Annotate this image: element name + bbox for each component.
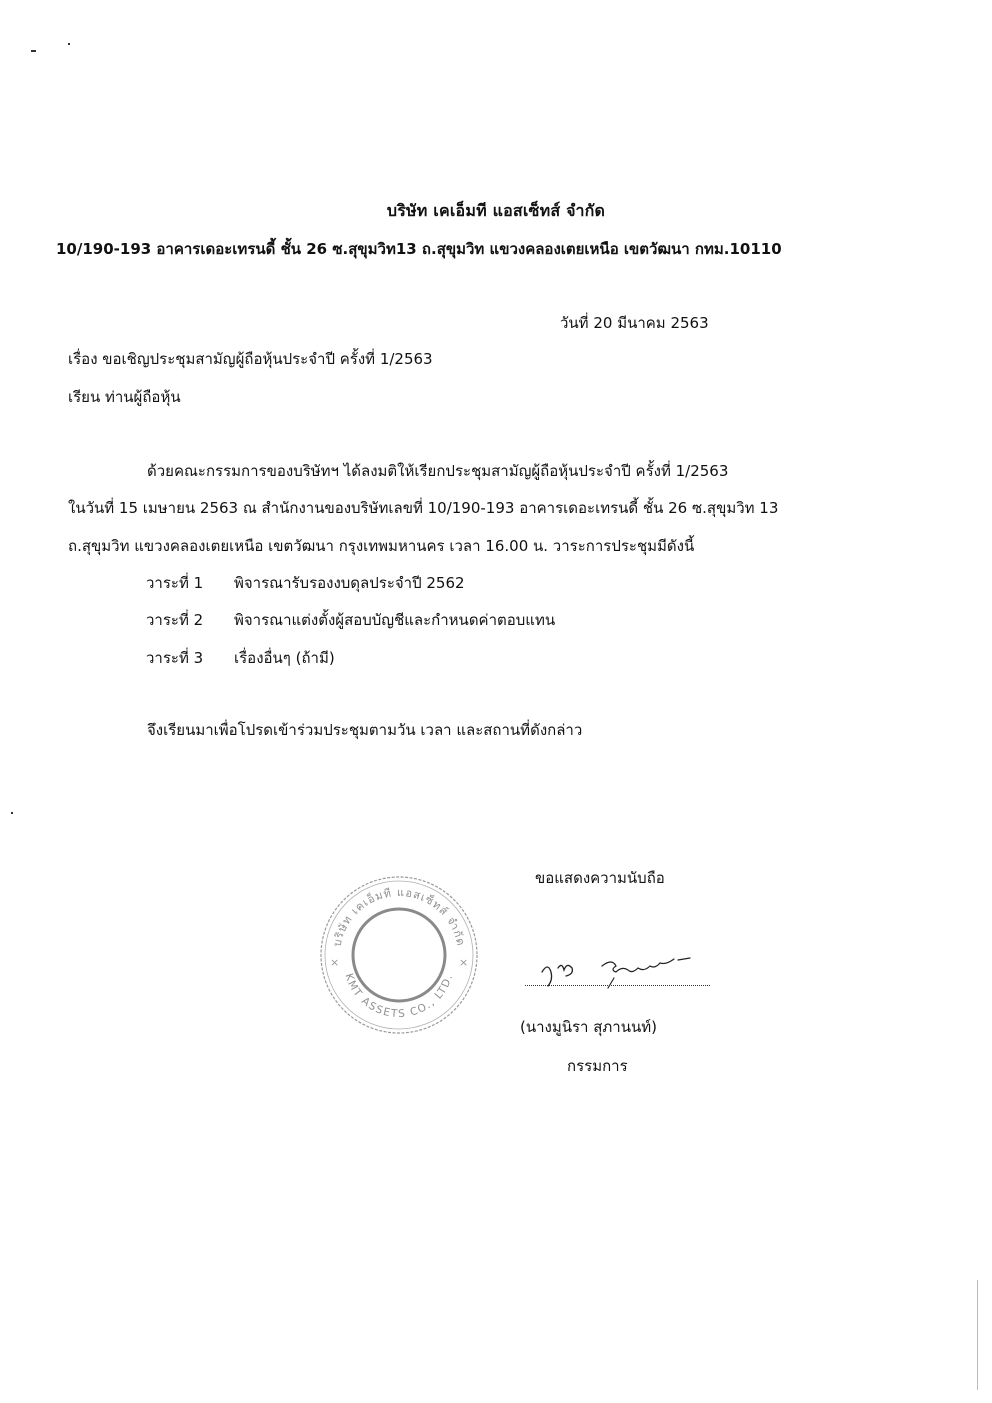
company-seal-stamp (318, 874, 480, 1036)
regards: ขอแสดงความนับถือ (535, 869, 665, 887)
svg-text:×: × (459, 956, 469, 969)
scan-speck (31, 50, 36, 52)
agenda-label-2: วาระที่ 2 (146, 611, 204, 629)
agenda-text-3: เรื่องอื่นๆ (ถ้ามี) (234, 649, 335, 667)
svg-text:บริษัท เคเอ็มที แอสเซ็ทส์ จำกั (331, 886, 468, 948)
svg-text:×: × (330, 956, 340, 969)
body-line: ถ.สุขุมวิท แขวงคลองเตยเหนือ เขตวัฒนา กรุงเทพมหานคร เวลา 16.00 น. วาระการประชุมมีดังนี้ (68, 537, 695, 555)
company-name: บริษัท เคเอ็มที แอสเซ็ทส์ จำกัด (386, 201, 606, 220)
letter-subject: เรื่อง ขอเชิญประชุมสามัญผู้ถือหุ้นประจำปี ครั้งที่ 1/2563 (68, 350, 433, 368)
signature-line (525, 975, 710, 986)
letter-date: วันที่ 20 มีนาคม 2563 (560, 314, 709, 332)
agenda-label-3: วาระที่ 3 (146, 649, 204, 667)
scan-edge-line (977, 1280, 978, 1390)
closing-sentence: จึงเรียนมาเพื่อโปรดเข้าร่วมประชุมตามวัน เวลา และสถานที่ดังกล่าว (147, 721, 583, 739)
body-line: ในวันที่ 15 เมษายน 2563 ณ สำนักงานของบริษัทเลขที่ 10/190-193 อาคารเดอะเทรนดี้ ชั้น 26 ซ.สุขุมวิท 13 (68, 499, 779, 517)
agenda-text-1: พิจารณารับรองงบดุลประจำปี 2562 (234, 574, 465, 592)
signer-position: กรรมการ (567, 1057, 628, 1075)
body-line: ด้วยคณะกรรมการของบริษัทฯ ได้ลงมติให้เรียกประชุมสามัญผู้ถือหุ้นประจำปี ครั้งที่ 1/2563 (147, 462, 729, 480)
signer-name: (นางมูนิรา สุภานนท์) (520, 1018, 657, 1036)
company-address: 10/190-193 อาคารเดอะเทรนดี้ ชั้น 26 ซ.สุขุมวิท13 ถ.สุขุมวิท แขวงคลองเตยเหนือ เขตวัฒนา กทม.10110 (56, 240, 782, 258)
agenda-text-2: พิจารณาแต่งตั้งผู้สอบบัญชีและกำหนดค่าตอบแทน (234, 611, 556, 629)
agenda-label-1: วาระที่ 1 (146, 574, 204, 592)
scan-speck (11, 812, 13, 814)
letter-recipient: เรียน ท่านผู้ถือหุ้น (68, 388, 181, 406)
seal-text-top: บริษัท เคเอ็มที แอสเซ็ทส์ จำกัด (330, 885, 468, 948)
scan-speck (68, 43, 70, 45)
seal-text-bottom: KMT ASSETS CO., LTD. (342, 972, 456, 1021)
